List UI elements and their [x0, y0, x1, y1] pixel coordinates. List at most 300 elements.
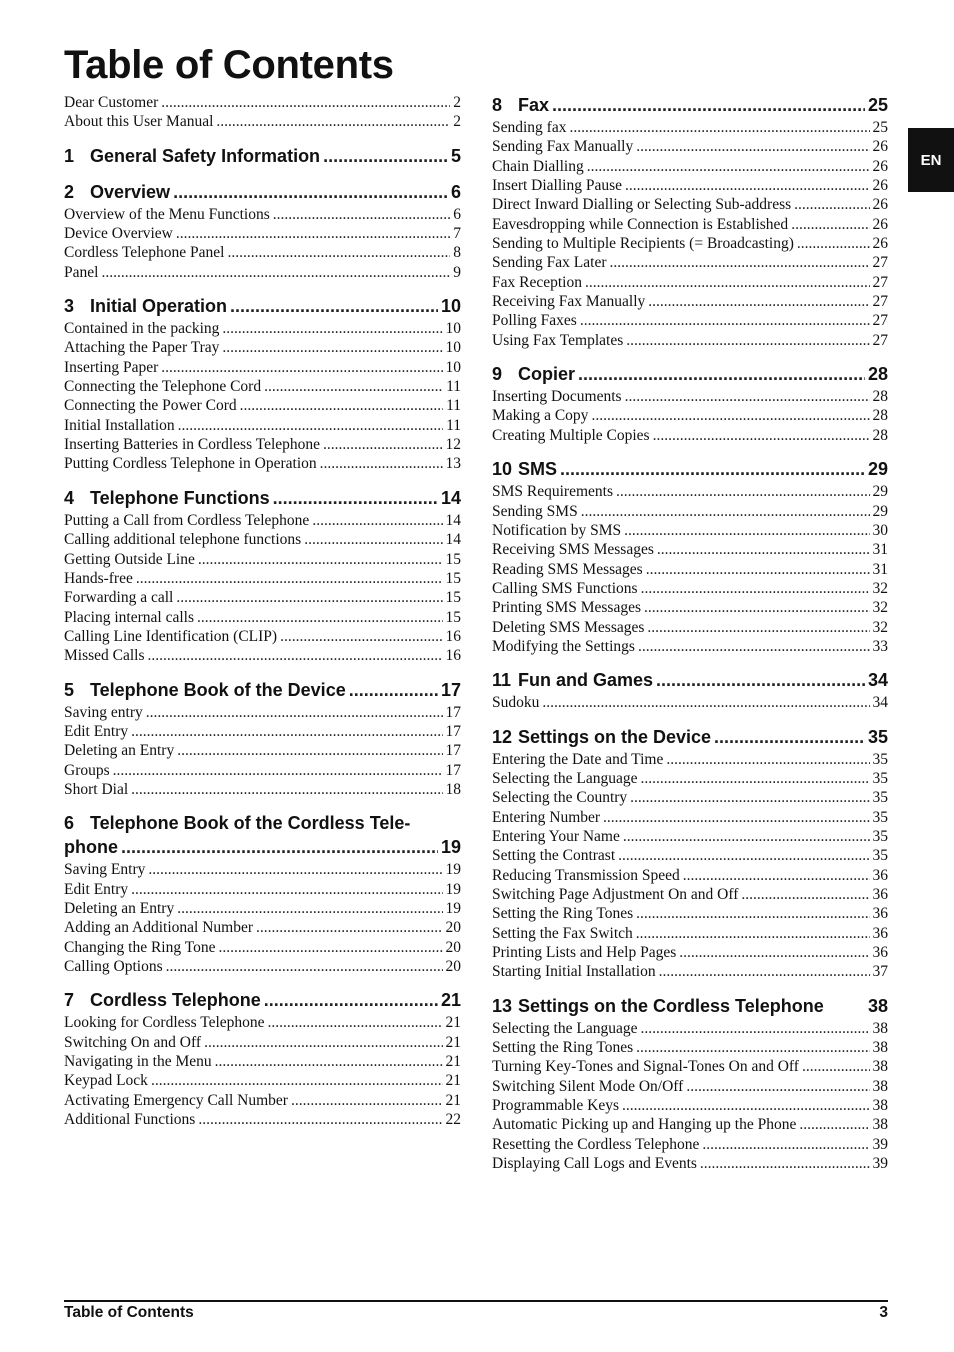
toc-entry[interactable]: [64, 112, 461, 131]
toc-entry-title: Deleting an Entry: [64, 742, 175, 760]
toc-entry[interactable]: [492, 827, 888, 846]
section-title: Initial Operation: [90, 296, 228, 317]
toc-entry-title: Saving entry: [64, 703, 143, 721]
toc-entry-page: 34: [872, 694, 888, 712]
toc-entry[interactable]: [64, 957, 461, 976]
toc-entry-page: 38: [872, 1116, 888, 1134]
toc-left-column: [64, 93, 461, 1129]
dot-leader: [173, 180, 448, 204]
toc-entry-page: 28: [872, 407, 888, 425]
toc-section-label: [64, 678, 346, 702]
dot-leader: [177, 741, 442, 760]
toc-entry-title: Chain Dialling: [492, 157, 584, 175]
toc-entry-page: 22: [445, 1111, 461, 1129]
toc-section-label: [64, 486, 270, 510]
section-title: Fax: [518, 95, 550, 115]
toc-entry[interactable]: [492, 521, 888, 540]
toc-entry[interactable]: [492, 426, 888, 445]
dot-leader: [603, 808, 869, 827]
dot-leader: [256, 918, 443, 937]
dot-leader: [741, 885, 869, 904]
toc-entry[interactable]: [492, 637, 888, 656]
dot-leader: [618, 846, 869, 865]
dot-leader: [304, 530, 442, 549]
toc-entry-page: 15: [445, 550, 461, 568]
toc-entry[interactable]: [492, 1019, 888, 1038]
section-title: Overview: [90, 181, 171, 202]
dot-leader: [702, 1135, 869, 1154]
section-title: Telephone Book of the Cordless Tele-: [90, 813, 411, 834]
toc-entry-title: Getting Outside Line: [64, 550, 195, 568]
toc-entry-page: 12: [445, 436, 461, 454]
toc-entry-title: Calling Options: [64, 958, 163, 975]
toc-entry-title: Switching Silent Mode On/Off: [492, 1077, 684, 1095]
toc-entry-page: 10: [445, 339, 461, 357]
dot-leader: [560, 457, 865, 481]
toc-entry-page: 29: [872, 502, 888, 520]
toc-section-heading[interactable]: [64, 294, 461, 318]
toc-entry-page: 31: [872, 560, 888, 578]
section-title: Cordless Telephone: [90, 990, 261, 1011]
toc-entry-page: 39: [872, 1135, 888, 1153]
dot-leader: [625, 176, 869, 195]
toc-entry[interactable]: [492, 387, 888, 406]
toc-entry[interactable]: [492, 1077, 888, 1096]
toc-entry[interactable]: [64, 627, 461, 646]
toc-section-heading[interactable]: [64, 811, 461, 859]
toc-section-heading[interactable]: [492, 362, 888, 386]
toc-entry-page: 20: [445, 958, 461, 975]
toc-section-label: [492, 668, 653, 692]
toc-entry[interactable]: [64, 1013, 461, 1032]
dot-leader: [636, 137, 869, 156]
toc-entry-title: Missed Calls: [64, 647, 145, 665]
toc-entry[interactable]: [64, 550, 461, 569]
dot-leader: [714, 725, 865, 749]
toc-entry[interactable]: [492, 788, 888, 807]
toc-entry[interactable]: [64, 416, 461, 435]
toc-entry[interactable]: [492, 292, 888, 311]
toc-entry-page: 26: [872, 235, 888, 253]
toc-entry-page: 14: [445, 531, 461, 549]
toc-entry[interactable]: [492, 924, 888, 943]
toc-entry[interactable]: [492, 904, 888, 923]
dot-leader: [268, 1013, 443, 1032]
toc-entry-page: 36: [872, 905, 888, 923]
dot-leader: [151, 1071, 443, 1090]
toc-entry-page: 19: [445, 899, 461, 917]
toc-entry-page: 25: [872, 119, 888, 136]
dot-leader: [647, 618, 869, 637]
toc-entry-page: 35: [872, 769, 888, 787]
section-page: 14: [440, 487, 461, 508]
toc-entry[interactable]: [64, 263, 461, 282]
toc-section-heading[interactable]: [492, 668, 888, 692]
toc-section-heading[interactable]: [492, 725, 888, 749]
section-number: 3: [64, 296, 75, 317]
toc-entry-title: Sending to Multiple Recipients (= Broadcasting): [492, 235, 794, 253]
section-page: 6: [450, 181, 461, 202]
dot-leader: [630, 788, 869, 807]
toc-entry[interactable]: [64, 918, 461, 937]
toc-entry[interactable]: [492, 1038, 888, 1057]
dot-leader: [580, 311, 870, 330]
toc-section-heading[interactable]: [492, 994, 888, 1018]
toc-entry[interactable]: [64, 358, 461, 377]
dot-leader: [312, 511, 442, 530]
toc-entry[interactable]: [64, 722, 461, 741]
toc-entry-title: Attaching the Paper Tray: [64, 339, 220, 357]
dot-leader: [264, 377, 443, 396]
toc-entry[interactable]: [492, 137, 888, 156]
toc-entry[interactable]: [492, 482, 888, 501]
section-title: Fun and Games: [518, 670, 654, 691]
toc-entry[interactable]: [492, 1115, 888, 1134]
dot-leader: [131, 780, 442, 799]
toc-entry[interactable]: [492, 331, 888, 350]
toc-entry-page: 35: [872, 808, 888, 826]
toc-entry[interactable]: [492, 1096, 888, 1115]
toc-entry-page: 35: [872, 827, 888, 845]
toc-section-label: [492, 725, 711, 749]
toc-entry[interactable]: [64, 511, 461, 530]
dot-leader: [679, 943, 869, 962]
toc-entry[interactable]: [492, 234, 888, 253]
toc-entry[interactable]: [492, 215, 888, 234]
toc-entry[interactable]: [64, 646, 461, 665]
toc-entry-title: About this User Manual: [64, 113, 214, 131]
toc-entry-title: Creating Multiple Copies: [492, 426, 650, 444]
toc-entry-page: 33: [872, 637, 888, 655]
toc-entry-title: Panel: [64, 263, 99, 281]
toc-entry[interactable]: [492, 273, 888, 292]
toc-entry[interactable]: [64, 880, 461, 899]
toc-entry-page: 36: [872, 944, 888, 962]
toc-entry-page: 38: [872, 1097, 888, 1115]
toc-entry[interactable]: [492, 1135, 888, 1154]
section-number: 7: [64, 990, 75, 1011]
toc-entry[interactable]: [64, 224, 461, 243]
toc-entry-page: 21: [445, 1053, 461, 1071]
dot-leader: [622, 1096, 870, 1115]
toc-entry-title: Displaying Call Logs and Events: [492, 1155, 697, 1173]
toc-entry-title: Placing internal calls: [64, 608, 194, 626]
toc-entry-page: 35: [872, 789, 888, 807]
toc-entry-page: 2: [453, 94, 461, 111]
section-title: Telephone Book of the Device: [90, 679, 346, 700]
toc-section-heading[interactable]: [64, 678, 461, 702]
toc-entry-title: Putting a Call from Cordless Telephone: [64, 511, 310, 529]
dot-leader: [625, 387, 870, 406]
toc-entry-page: 31: [872, 541, 888, 559]
toc-entry[interactable]: [64, 899, 461, 918]
dot-leader: [148, 646, 443, 665]
toc-entry-page: 6: [453, 205, 461, 223]
toc-entry[interactable]: [64, 608, 461, 627]
toc-entry-page: 21: [445, 1033, 461, 1051]
toc-entry[interactable]: [492, 943, 888, 962]
toc-entry-page: 32: [872, 579, 888, 597]
dot-leader: [273, 205, 450, 224]
section-number: 2: [64, 181, 75, 202]
section-title: Settings on the Cordless Telephone: [518, 995, 824, 1016]
dot-leader: [273, 486, 438, 510]
section-number: 1: [64, 145, 75, 166]
toc-entry[interactable]: [492, 750, 888, 769]
toc-entry[interactable]: [492, 693, 888, 712]
dot-leader: [131, 722, 442, 741]
dot-leader: [700, 1154, 870, 1173]
dot-leader: [802, 1057, 870, 1076]
dot-leader: [591, 406, 869, 425]
toc-entry[interactable]: [64, 454, 461, 473]
toc-entry-page: 10: [445, 358, 461, 376]
toc-entry[interactable]: [492, 176, 888, 195]
toc-section-heading[interactable]: [492, 93, 888, 117]
toc-entry[interactable]: [492, 560, 888, 579]
toc-entry-title: Resetting the Cordless Telephone: [492, 1135, 700, 1153]
toc-entry[interactable]: [492, 962, 888, 981]
dot-leader: [659, 962, 870, 981]
toc-entry[interactable]: [492, 808, 888, 827]
section-title: SMS: [518, 459, 558, 480]
toc-entry-title: Selecting the Language: [492, 769, 638, 787]
dot-leader: [686, 1077, 869, 1096]
toc-entry[interactable]: [64, 205, 461, 224]
toc-entry-title: Reducing Transmission Speed: [492, 866, 680, 884]
toc-entry-page: 27: [872, 331, 888, 349]
toc-section-heading[interactable]: [64, 180, 461, 204]
toc-entry[interactable]: [64, 377, 461, 396]
dot-leader: [218, 938, 442, 957]
dot-leader: [610, 253, 870, 272]
toc-entry[interactable]: [492, 311, 888, 330]
dot-leader: [121, 835, 438, 859]
toc-entry[interactable]: [64, 1091, 461, 1110]
toc-entry-page: 2: [453, 113, 461, 131]
toc-section-heading[interactable]: [64, 486, 461, 510]
dot-leader: [624, 521, 869, 540]
toc-entry[interactable]: [64, 319, 461, 338]
dot-leader: [230, 294, 438, 318]
dot-leader: [657, 540, 870, 559]
toc-entry-title: Reading SMS Messages: [492, 560, 643, 578]
dot-leader: [222, 319, 442, 338]
toc-entry[interactable]: [64, 530, 461, 549]
toc-entry-page: 35: [872, 847, 888, 865]
toc-entry-page: 19: [445, 880, 461, 898]
toc-entry[interactable]: [64, 761, 461, 780]
toc-entry[interactable]: [492, 846, 888, 865]
toc-section-heading[interactable]: [64, 988, 461, 1012]
dot-leader: [578, 362, 865, 386]
dot-leader: [148, 860, 442, 879]
toc-section-heading[interactable]: [492, 457, 888, 481]
toc-entry-page: 38: [872, 1039, 888, 1057]
toc-entry-page: 27: [872, 293, 888, 311]
language-tab: EN: [908, 128, 954, 192]
dot-leader: [640, 769, 869, 788]
toc-entry-title: Polling Faxes: [492, 312, 577, 330]
dot-leader: [101, 263, 450, 282]
dot-leader: [198, 550, 443, 569]
toc-entry[interactable]: [492, 866, 888, 885]
dot-leader: [216, 112, 450, 131]
toc-entry[interactable]: [492, 540, 888, 559]
dot-leader: [323, 435, 442, 454]
toc-entry-title: Setting the Fax Switch: [492, 924, 633, 942]
dot-leader: [222, 338, 442, 357]
dot-leader: [644, 598, 870, 617]
toc-entry[interactable]: [64, 703, 461, 722]
toc-entry-page: 21: [445, 1072, 461, 1090]
toc-entry-title: Changing the Ring Tone: [64, 938, 216, 956]
toc-entry-title: Setting the Contrast: [492, 847, 616, 865]
dot-leader: [626, 331, 869, 350]
toc-entry-page: 13: [445, 455, 461, 473]
toc-entry-title: Notification by SMS: [492, 521, 622, 539]
toc-entry-title: Setting the Ring Tones: [492, 1039, 634, 1057]
toc-entry-title: Initial Installation: [64, 416, 175, 434]
toc-entry[interactable]: [64, 338, 461, 357]
toc-entry[interactable]: [492, 885, 888, 904]
toc-entry[interactable]: [492, 118, 888, 137]
toc-entry[interactable]: [64, 588, 461, 607]
dot-leader: [569, 118, 869, 137]
section-page: 34: [867, 670, 888, 691]
toc-section-label: [64, 294, 227, 318]
dot-leader: [264, 988, 438, 1012]
toc-entry[interactable]: [492, 195, 888, 214]
toc-entry-page: 11: [446, 378, 461, 396]
toc-entry-page: 17: [445, 761, 461, 779]
toc-entry-title: Entering Number: [492, 808, 601, 826]
toc-entry-title: Short Dial: [64, 780, 129, 798]
toc-entry[interactable]: [492, 253, 888, 272]
dot-leader: [616, 482, 870, 501]
toc-entry-title: Entering the Date and Time: [492, 750, 664, 768]
dot-leader: [587, 157, 870, 176]
toc-entry-page: 26: [872, 157, 888, 175]
toc-entry-page: 29: [872, 483, 888, 501]
toc-entry-title: Connecting the Telephone Cord: [64, 378, 262, 396]
section-page: 25: [867, 95, 888, 115]
toc-entry[interactable]: [492, 618, 888, 637]
toc-entry-title: Sending Fax Later: [492, 254, 607, 272]
toc-entry[interactable]: [492, 1154, 888, 1173]
dot-leader: [280, 627, 442, 646]
toc-entry-page: 8: [453, 244, 461, 262]
toc-entry[interactable]: [64, 1052, 461, 1071]
toc-entry[interactable]: [492, 769, 888, 788]
dot-leader: [320, 454, 443, 473]
toc-entry-title: Fax Reception: [492, 273, 582, 291]
toc-entry-page: 36: [872, 866, 888, 884]
toc-entry-title: Device Overview: [64, 225, 173, 243]
section-title: Settings on the Device: [518, 726, 712, 747]
toc-section-heading[interactable]: [64, 144, 461, 168]
toc-section-label: [64, 144, 320, 168]
toc-entry-title: Putting Cordless Telephone in Operation: [64, 455, 317, 473]
toc-entry[interactable]: [64, 435, 461, 454]
toc-entry-page: 11: [446, 397, 461, 415]
toc-entry[interactable]: [64, 396, 461, 415]
toc-entry[interactable]: [64, 1071, 461, 1090]
toc-entry-page: 39: [872, 1155, 888, 1173]
toc-entry-title: Starting Initial Installation: [492, 963, 656, 981]
dot-leader: [794, 195, 869, 214]
toc-entry-title: Entering Your Name: [492, 827, 620, 845]
section-title-line: [64, 811, 461, 835]
toc-entry-title: Keypad Lock: [64, 1072, 148, 1090]
section-title-continuation: [64, 835, 461, 859]
toc-entry-page: 10: [445, 320, 461, 338]
toc-entry-title: Connecting the Power Cord: [64, 397, 237, 415]
toc-entry-page: 20: [445, 938, 461, 956]
toc-entry-title: Automatic Picking up and Hanging up the Phone: [492, 1116, 797, 1134]
toc-entry-title: Inserting Documents: [492, 388, 622, 406]
toc-entry[interactable]: [64, 860, 461, 879]
toc-entry-title: Deleting an Entry: [64, 899, 175, 917]
section-page: 21: [440, 990, 461, 1011]
toc-entry-page: 7: [453, 225, 461, 243]
toc-entry[interactable]: [64, 780, 461, 799]
toc-entry[interactable]: [492, 598, 888, 617]
toc-entry-title: Hands-free: [64, 569, 133, 587]
toc-entry[interactable]: [492, 502, 888, 521]
toc-entry-page: 19: [445, 861, 461, 879]
dot-leader: [648, 292, 869, 311]
toc-entry[interactable]: [492, 579, 888, 598]
toc-entry[interactable]: [64, 1033, 461, 1052]
toc-entry[interactable]: [492, 1057, 888, 1076]
dot-leader: [797, 234, 870, 253]
toc-entry-title: Insert Dialling Pause: [492, 177, 623, 195]
toc-entry-title: Switching On and Off: [64, 1033, 202, 1051]
toc-entry[interactable]: [64, 93, 461, 112]
toc-entry[interactable]: [64, 243, 461, 262]
toc-entry-page: 15: [445, 608, 461, 626]
dot-leader: [585, 273, 870, 292]
dot-leader: [623, 827, 870, 846]
dot-leader: [131, 880, 442, 899]
toc-entry-title: Printing Lists and Help Pages: [492, 944, 677, 962]
toc-entry[interactable]: [64, 1110, 461, 1129]
toc-entry[interactable]: [492, 406, 888, 425]
toc-entry[interactable]: [64, 938, 461, 957]
toc-entry[interactable]: [64, 569, 461, 588]
section-title: Copier: [518, 364, 576, 385]
toc-entry-title: Sending Fax Manually: [492, 138, 634, 156]
dot-leader: [636, 924, 870, 943]
toc-entry-title: Turning Key-Tones and Signal-Tones On and Off: [492, 1058, 799, 1076]
toc-section-label: [492, 362, 575, 386]
dot-leader: [215, 1052, 443, 1071]
dot-leader: [161, 358, 442, 377]
footer-title: Table of Contents: [64, 1304, 194, 1321]
toc-entry[interactable]: [492, 157, 888, 176]
toc-entry-title: Inserting Batteries in Cordless Telephone: [64, 436, 321, 454]
section-page: 29: [867, 459, 888, 480]
toc-entry-title: Sending fax: [492, 119, 567, 136]
toc-entry-title: Calling additional telephone functions: [64, 531, 302, 549]
toc-entry-title: Switching Page Adjustment On and Off: [492, 886, 739, 903]
toc-entry-title: Selecting the Country: [492, 789, 628, 807]
toc-entry[interactable]: [64, 741, 461, 760]
toc-entry-title: Groups: [64, 761, 110, 779]
toc-entry-page: 11: [446, 416, 461, 434]
toc-entry-title: Contained in the packing: [64, 320, 220, 338]
